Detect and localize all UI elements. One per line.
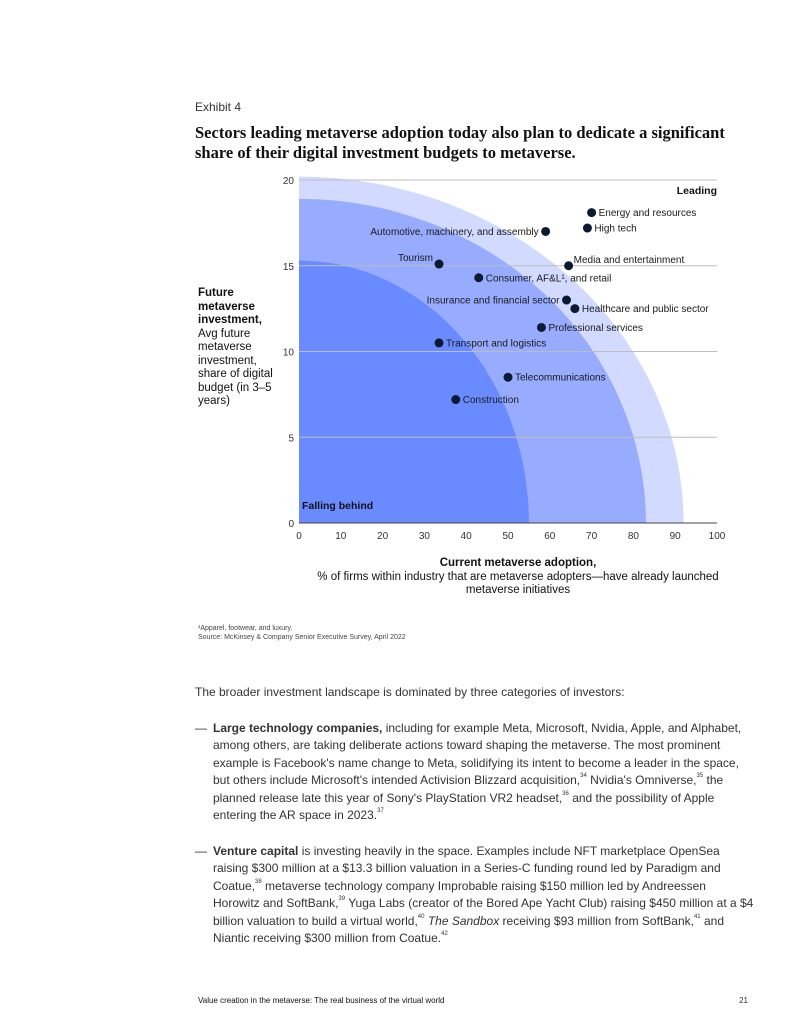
data-label-insurance-and-financial-sector: Insurance and financial sector [426,295,560,307]
zone-label-leading: Leading [676,185,717,197]
data-point-telecommunications [504,373,513,382]
bullet-text: is investing heavily in the space. Examples include NFT marketplace OpenSea raising $300 million at a $13.3 billion valuation in a Series-C funding round led by Paradigm and Coatue, [213,843,721,893]
bullet-text: Nvidia's Omniverse, [586,773,697,787]
footnote-ref: 35 [696,773,704,779]
data-point-transport-and-logistics [435,338,444,347]
bullet-text: metaverse technology company Improbable raising $150 million led by Andreessen Horowitz and SoftBank, [213,878,706,910]
bullet-text: and Niantic receiving $300 million from Coatue. [213,913,725,945]
y-tick-label-10: 10 [282,347,294,359]
data-label-telecommunications: Telecommunications [515,372,606,384]
bullet-text: including for example Meta, Microsoft, Nvidia, Apple, and Alphabet, among others, are taking deliberate actions toward shaping the metaverse. The most prominent example is Facebook's name change to Meta, solidifying its intent to become a leader in the space, but others include Microsoft's intended Activision Blizzard acquisition, [213,720,742,787]
data-point-healthcare-and-public-sector [570,304,579,313]
data-label-high-tech: High tech [594,223,637,235]
footnote-ref: 34 [580,773,587,779]
x-tick-label-30: 30 [418,531,430,542]
x-tick-label-20: 20 [377,531,389,542]
footnote-ref: 42 [441,931,448,937]
bullet-venture-capital [195,843,755,948]
y-axis-title [198,287,288,409]
y-tick-label-20: 20 [282,176,294,187]
footnote-source: Source: McKinsey & Company Senior Executive Survey, April 2022 [198,634,406,641]
zone-label-falling-behind: Falling behind [302,500,374,512]
data-point-high-tech [583,224,592,233]
data-label-consumer-af-l-and-retail: Consumer, AF&L¹, and retail [485,273,612,285]
x-axis-title-bold: Current metaverse adoption, [439,557,597,569]
y-axis-title-detail: Avg future metaverse investment, share of digital budget (in 3–5 years) [198,327,273,407]
bullet-heading: Venture capital [213,843,299,858]
data-label-construction: Construction [462,395,519,407]
data-point-automotive-machinery-and-assembly [541,227,550,236]
footnote-ref: 41 [693,913,701,920]
page-number: 21 [739,996,748,1005]
bullet-large-tech [195,720,755,825]
y-axis-title-bold: Future metaverse investment, [198,287,262,326]
x-tick-label-70: 70 [586,531,598,542]
footer-report-title: Value creation in the metaverse: The real business of the virtual world [198,996,445,1005]
footnote-ref: 37 [377,808,384,814]
y-tick-label-15: 15 [282,261,294,273]
bullet-text: the planned release late this year of Sony's PlayStation VR2 headset, [213,773,724,805]
bullet-dash: — [195,720,207,735]
footnote-ref: 40 [417,913,425,920]
x-tick-label-0: 0 [296,531,302,542]
x-axis-title-detail: % of firms within industry that are metaverse adopters—have already launched metaverse initiatives [317,570,719,596]
scatter-chart [0,165,800,550]
data-point-construction [451,395,460,404]
data-point-energy-and-resources [587,208,596,217]
chart-footnote [198,624,406,642]
exhibit-label: Exhibit 4 [195,100,242,114]
x-tick-label-80: 80 [627,531,639,542]
x-tick-label-50: 50 [502,531,514,542]
footnote-ref: 39 [338,896,346,902]
bullet-heading: Large technology companies, [213,720,383,735]
data-point-insurance-and-financial-sector [562,296,571,305]
data-label-professional-services: Professional services [548,322,643,334]
bullet-text: and the possibility of Apple entering the AR space in 2023. [213,790,715,822]
data-label-automotive-machinery-and-assembly: Automotive, machinery, and assembly [370,226,539,238]
x-tick-label-100: 100 [708,531,726,542]
bullet-text: receiving $93 million from SoftBank, [499,913,694,928]
x-tick-label-60: 60 [544,531,556,542]
bullet-dash: — [195,843,207,858]
data-point-professional-services [537,323,546,332]
footnote-definition: ¹Apparel, footwear, and luxury. [198,625,293,632]
data-label-tourism: Tourism [398,253,434,265]
intro-paragraph: The broader investment landscape is dominated by three categories of investors: [195,685,625,699]
italic-title: The Sandbox [427,913,500,928]
bullet-text: Yuga Labs (creator of the Bored Ape Yacht Club) raising $450 million at a $4 billion valuation to build a virtual world, [213,896,754,928]
body-text [195,684,755,948]
footnote-ref: 38 [255,878,262,885]
data-point-tourism [435,260,444,269]
data-label-energy-and-resources: Energy and resources [598,208,697,220]
data-label-transport-and-logistics: Transport and logistics [446,338,547,350]
data-point-media-and-entertainment [564,261,573,270]
y-tick-label-0: 0 [288,519,294,530]
data-point-consumer-af-l-and-retail [474,273,483,282]
data-label-healthcare-and-public-sector: Healthcare and public sector [581,304,709,316]
x-tick-label-40: 40 [460,531,472,542]
x-axis-title [300,557,736,598]
y-tick-label-5: 5 [288,433,294,445]
x-tick-label-10: 10 [335,531,347,542]
data-label-media-and-entertainment: Media and entertainment [573,254,685,266]
footnote-ref: 36 [562,790,569,797]
chart-title: Sectors leading metaverse adoption today also plan to dedicate a significant share of their digital investment budgets to metaverse. [195,123,725,162]
x-tick-label-90: 90 [669,531,681,542]
